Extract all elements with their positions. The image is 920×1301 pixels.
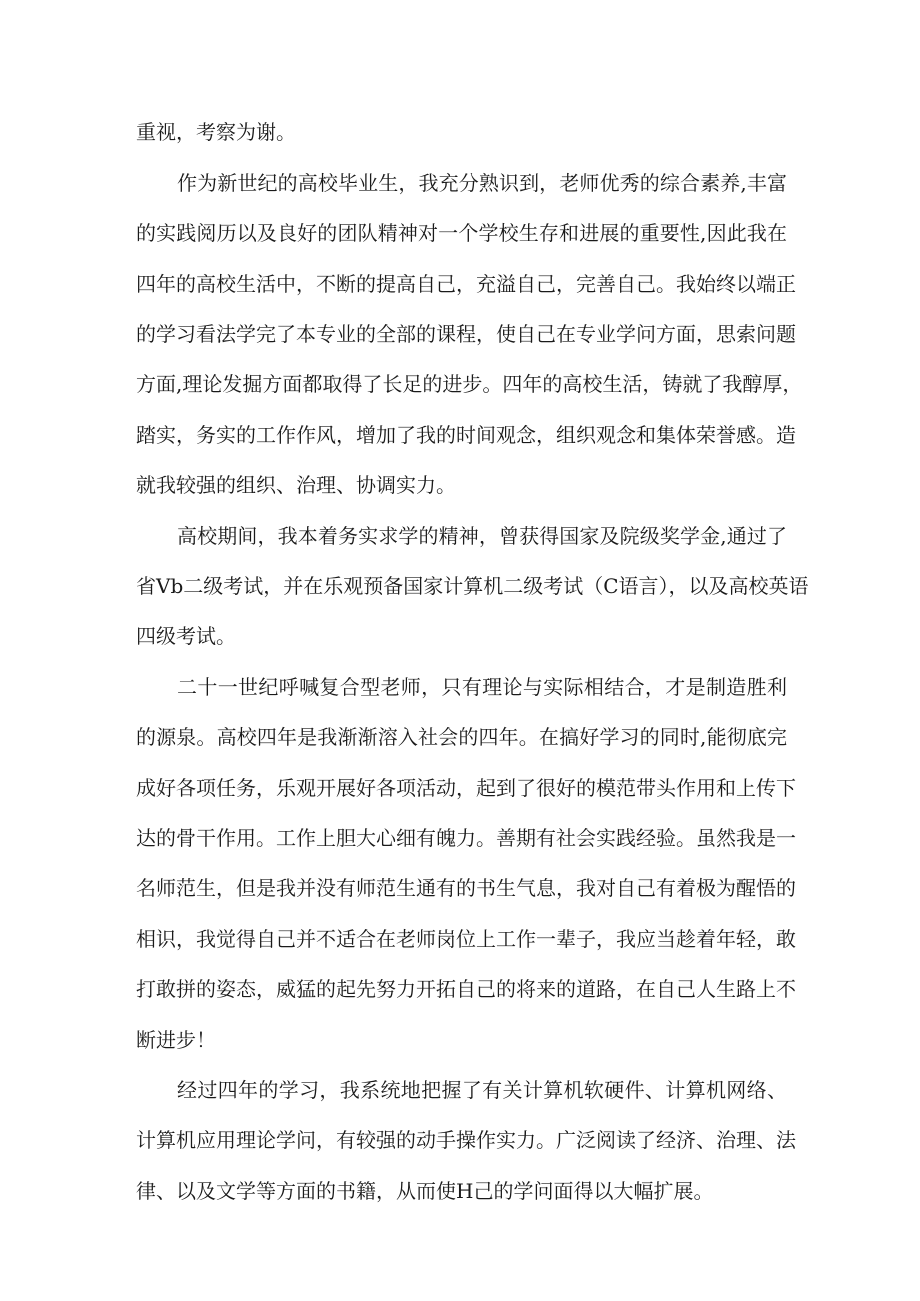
paragraph-2-line-1: 作为新世纪的高校毕业生，我充分熟识到，老师优秀的综合素养,丰富: [177, 171, 787, 195]
paragraph-5-line-3: 律、以及文学等方面的书籍，从而使H己的学问面得以大幅扩展。: [136, 1179, 714, 1203]
paragraph-4-line-6: 相识，我觉得自己并不适合在老师岗位上工作一辈子，我应当趁着年轻，敢: [136, 927, 796, 951]
paragraph-3-line-1: 高校期间，我本着务实求学的精神，曾获得国家及院级奖学金,通过了: [177, 524, 787, 548]
paragraph-1-line-1: 重视，考察为谢。: [136, 120, 296, 144]
paragraph-2-line-4: 的学习看法学完了本专业的全部的课程，使自己在专业学问方面，思索问题: [136, 322, 796, 346]
paragraph-4-line-2: 的源泉。高校四年是我渐渐溶入社会的四年。在搞好学习的同时,能彻底完: [136, 725, 787, 749]
paragraph-3-line-3: 四级考试。: [136, 624, 236, 648]
paragraph-3-line-2: 省Vb二级考试，并在乐观预备国家计算机二级考试（C语言），以及高校英语: [136, 574, 809, 598]
paragraph-4-line-1: 二十一世纪呼喊复合型老师，只有理论与实际相结合，才是制造胜利: [177, 675, 787, 699]
paragraph-2-line-2: 的实践阅历以及良好的团队精神对一个学校生存和进展的重要性,因此我在: [136, 221, 787, 245]
paragraph-4-line-3: 成好各项任务，乐观开展好各项活动，起到了很好的模范带头作用和上传下: [136, 776, 796, 800]
paragraph-2-line-5: 方面,理论发掘方面都取得了长足的进步。四年的高校生活，铸就了我醇厚，: [136, 372, 803, 396]
paragraph-5-line-1: 经过四年的学习，我系统地把握了有关计算机软硬件、计算机网络、: [177, 1078, 787, 1102]
paragraph-2-line-7: 就我较强的组织、治理、协调实力。: [136, 473, 456, 497]
paragraph-4-line-5: 名师范生，但是我并没有师范生通有的书生气息，我对自己有着极为醒悟的: [136, 876, 796, 900]
paragraph-4-line-7: 打敢拼的姿态，威猛的起先努力开拓自己的将来的道路，在自己人生路上不: [136, 977, 796, 1001]
paragraph-5-line-2: 计算机应用理论学问，有较强的动手操作实力。广泛阅读了经济、治理、法: [136, 1128, 796, 1152]
paragraph-4-line-4: 达的骨干作用。工作上胆大心细有魄力。善期有社会实践经验。虽然我是一: [136, 826, 796, 850]
paragraph-4-line-8: 断进步！: [136, 1028, 216, 1052]
paragraph-2-line-3: 四年的高校生活中，不断的提高自己，充溢自己，完善自己。我始终以端正: [136, 272, 796, 296]
paragraph-2-line-6: 踏实，务实的工作作风，增加了我的时间观念，组织观念和集体荣誉感。造: [136, 423, 796, 447]
